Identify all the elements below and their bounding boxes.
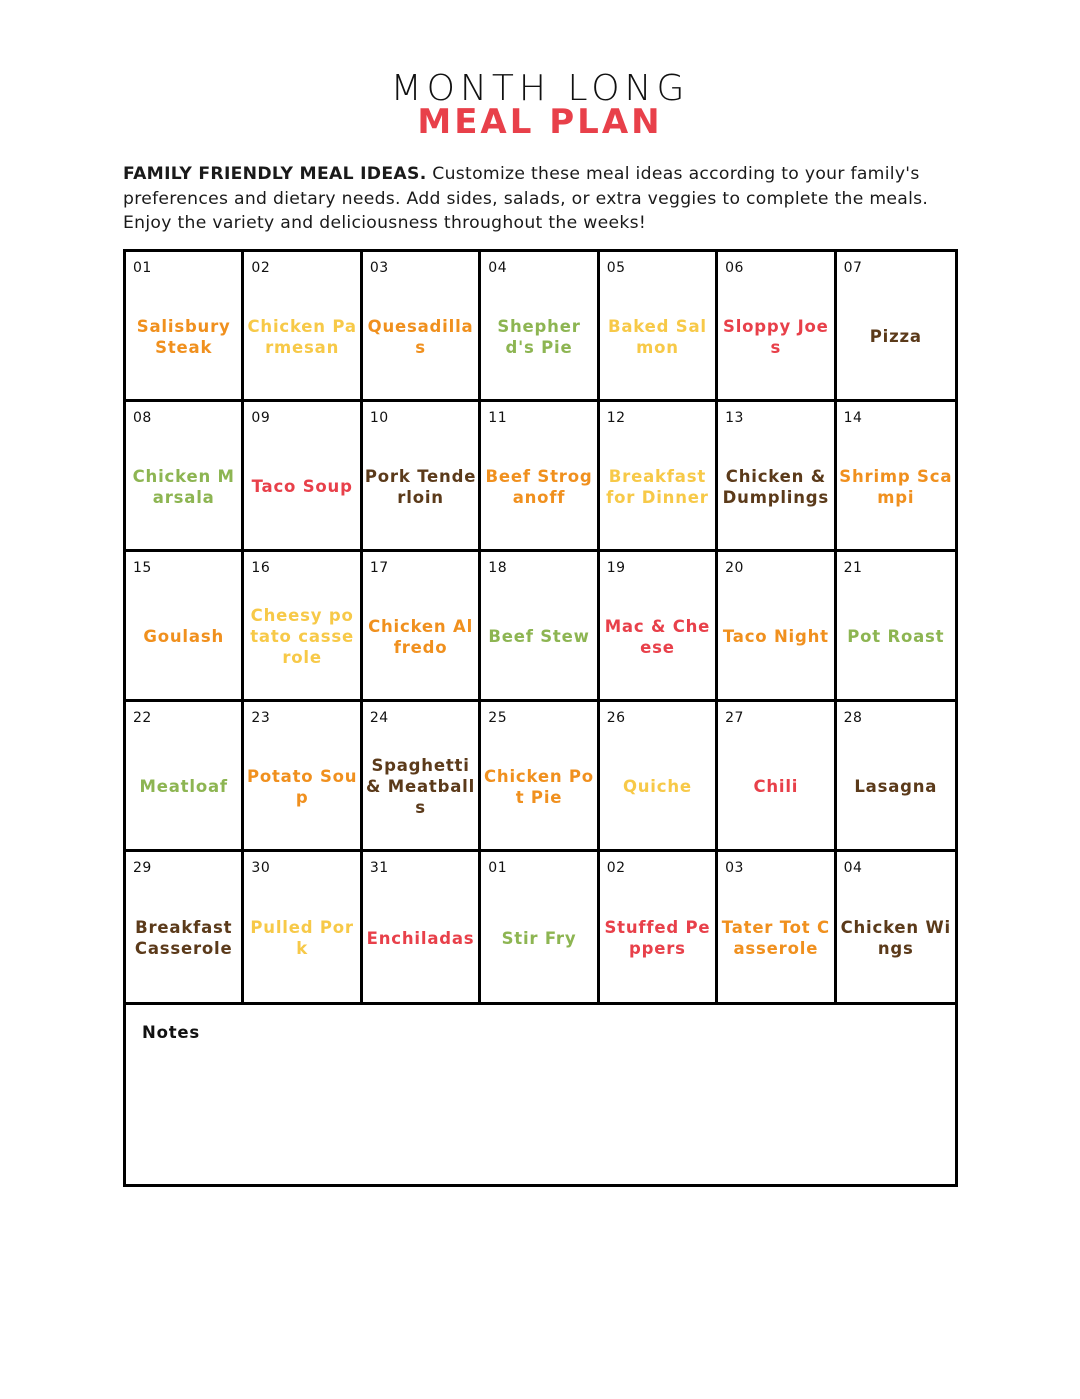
meal-name: Baked Salmon (607, 316, 707, 357)
day-number: 23 (251, 710, 271, 726)
day-number: 24 (369, 710, 389, 726)
meal-name: Beef Stroganoff (485, 466, 593, 507)
day-number: 03 (725, 860, 744, 876)
meal-name: Mac & Cheese (604, 616, 711, 657)
meal-name: Pulled Pork (250, 918, 354, 958)
day-number: 14 (843, 410, 863, 426)
day-number: 17 (369, 560, 389, 576)
day-cell[interactable] (600, 852, 718, 1002)
day-cell[interactable] (600, 702, 718, 852)
day-number: 25 (488, 710, 508, 726)
day-cell[interactable] (481, 552, 599, 702)
day-number: 30 (251, 860, 271, 876)
day-number: 21 (843, 560, 863, 576)
day-number: 13 (725, 410, 744, 426)
intro-text: Customize these meal ideas according to your family's preferences and dietary needs. Add sides, salads, or extra veggies to complete the meals. Enjoy the variety and deliciousness throughout the weeks! (123, 164, 929, 233)
meal-name: Beef Stew (488, 627, 590, 646)
title-line-2: MEAL PLAN (417, 102, 663, 142)
day-cell[interactable] (126, 252, 244, 402)
day-cell[interactable] (837, 402, 955, 552)
meal-name: Pork Tenderloin (364, 466, 477, 507)
meal-name: Potato Soup (246, 766, 358, 807)
day-number: 12 (606, 410, 626, 426)
day-cell[interactable] (126, 702, 244, 852)
day-cell[interactable] (718, 702, 836, 852)
meal-name: Chicken Alfredo (368, 616, 474, 657)
day-number: 22 (133, 710, 152, 726)
meal-name: Pizza (869, 327, 922, 346)
day-number: 06 (725, 260, 744, 276)
day-number: 04 (488, 260, 508, 276)
day-cell[interactable] (244, 552, 362, 702)
day-cell[interactable] (244, 252, 362, 402)
intro-bold-lead: FAMILY FRIENDLY MEAL IDEAS. (123, 164, 427, 184)
day-number: 01 (488, 860, 508, 876)
day-cell[interactable] (244, 402, 362, 552)
notes-label: Notes (142, 1023, 201, 1042)
meal-name: Shepherd's Pie (497, 316, 581, 357)
day-number: 20 (725, 560, 744, 576)
meal-name: Spaghetti & Meatballs (366, 756, 476, 817)
day-number: 04 (843, 860, 863, 876)
day-cell[interactable] (363, 252, 481, 402)
day-number: 08 (133, 410, 152, 426)
meal-name: Meatloaf (139, 777, 228, 796)
day-cell[interactable] (244, 702, 362, 852)
meal-name: Chicken Wings (840, 918, 951, 958)
day-cell[interactable] (481, 702, 599, 852)
meal-name: Chicken & Dumplings (722, 466, 830, 507)
meal-name: Chili (753, 777, 799, 796)
day-cell[interactable] (718, 402, 836, 552)
day-number: 11 (488, 410, 508, 426)
meal-name: Stir Fry (501, 928, 577, 948)
meal-name: Chicken Marsala (132, 466, 235, 507)
day-number: 28 (843, 710, 863, 726)
meal-name: Lasagna (854, 777, 938, 796)
day-number: 18 (488, 560, 508, 576)
meal-name: Breakfast for Dinner (606, 466, 709, 507)
day-cell[interactable] (718, 552, 836, 702)
meal-name: Tater Tot Casserole (721, 918, 830, 958)
day-cell[interactable] (126, 852, 244, 1002)
meal-name: Enchiladas (366, 928, 475, 948)
day-number: 31 (369, 860, 389, 876)
day-cell[interactable] (363, 552, 481, 702)
meal-name: Chicken Pot Pie (484, 766, 594, 807)
title-line-1: MONTH LONG (390, 68, 690, 109)
day-cell[interactable] (600, 552, 718, 702)
day-cell[interactable] (481, 252, 599, 402)
day-cell[interactable] (718, 852, 836, 1002)
day-number: 15 (133, 560, 152, 576)
meal-name: Goulash (143, 627, 224, 646)
day-number: 09 (251, 410, 271, 426)
meal-name: Taco Night (722, 627, 829, 646)
day-number: 27 (725, 710, 744, 726)
day-cell[interactable] (600, 252, 718, 402)
day-number: 19 (606, 560, 626, 576)
meal-name: Sloppy Joes (723, 316, 829, 357)
day-cell[interactable] (837, 852, 955, 1002)
day-number: 01 (133, 260, 152, 276)
notes-box[interactable] (123, 1002, 958, 1187)
meal-name: Shrimp Scampi (839, 466, 953, 507)
meal-name: Salisbury Steak (136, 316, 231, 357)
day-cell[interactable] (481, 402, 599, 552)
day-cell[interactable] (126, 552, 244, 702)
day-number: 07 (843, 260, 863, 276)
meal-name: Breakfast Casserole (134, 918, 233, 958)
day-cell[interactable] (837, 702, 955, 852)
meal-name: Cheesy potato casserole (250, 606, 354, 667)
day-number: 02 (606, 860, 626, 876)
day-cell[interactable] (244, 852, 362, 1002)
meal-name: Quiche (622, 777, 692, 796)
meal-name: Taco Soup (251, 477, 353, 496)
day-number: 05 (606, 260, 626, 276)
day-cell[interactable] (837, 552, 955, 702)
day-cell[interactable] (363, 852, 481, 1002)
meal-name: Quesadillas (367, 316, 474, 357)
day-number: 02 (251, 260, 271, 276)
meal-name: Stuffed Peppers (604, 918, 711, 958)
day-cell[interactable] (363, 702, 481, 852)
meal-name: Chicken Parmesan (247, 316, 357, 357)
day-number: 29 (133, 860, 152, 876)
day-number: 26 (606, 710, 626, 726)
day-cell[interactable] (481, 852, 599, 1002)
day-number: 03 (369, 260, 389, 276)
intro-paragraph (123, 162, 968, 236)
day-cell[interactable] (600, 402, 718, 552)
day-number: 16 (251, 560, 271, 576)
day-cell[interactable] (837, 252, 955, 402)
day-cell[interactable] (363, 402, 481, 552)
meal-calendar-grid (123, 249, 958, 1005)
day-cell[interactable] (718, 252, 836, 402)
day-number: 10 (369, 410, 389, 426)
meal-name: Pot Roast (847, 627, 945, 646)
day-cell[interactable] (126, 402, 244, 552)
